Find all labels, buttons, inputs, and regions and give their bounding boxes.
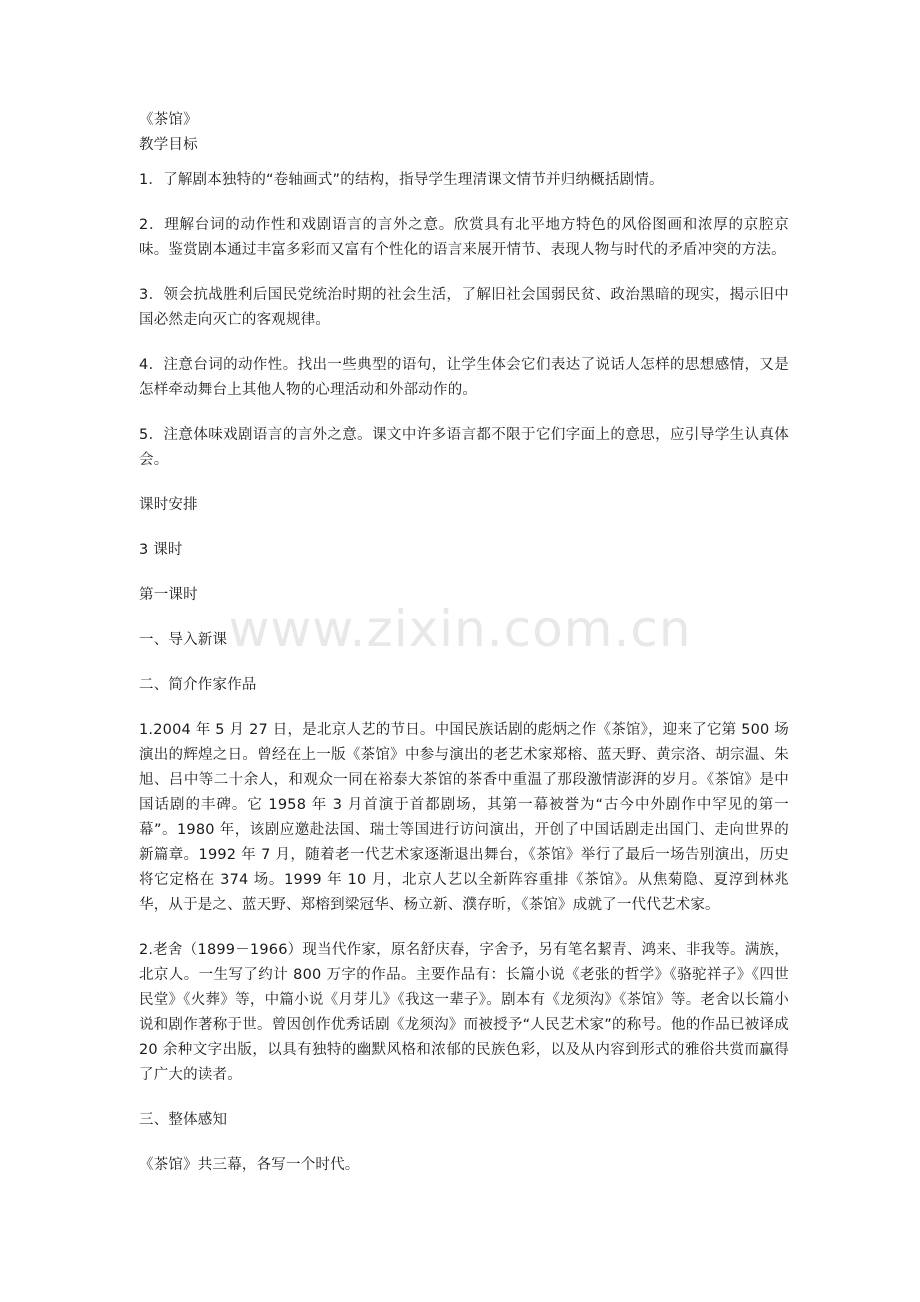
document-body <box>139 108 789 1178</box>
part-heading-2: 二、简介作家作品 <box>139 677 257 693</box>
goal-item-5: 5．注意体味戏剧语言的言外之意。课文中许多语言都不限于它们字面上的意思，应引导学生认真体会。 <box>139 427 789 468</box>
part-heading-1: 一、导入新课 <box>139 632 228 648</box>
summary-text: 《茶馆》共三幕，各写一个时代。 <box>139 1157 360 1173</box>
document-title: 《茶馆》 <box>139 112 198 128</box>
section-heading-goals: 教学目标 <box>139 137 198 153</box>
part-heading-3: 三、整体感知 <box>139 1112 228 1128</box>
section-heading-schedule: 课时安排 <box>139 497 198 513</box>
watermark: www.zixin.com.cn <box>228 600 692 658</box>
intro-paragraph-1: 1.2004 年 5 月 27 日，是北京人艺的节日。中国民族话剧的彪炳之作《茶馆》，迎来了它第 500 场演出的辉煌之日。曾经在上一版《茶馆》中参与演出的老艺术家郑榕、蓝天野、黄宗洛、胡宗温、朱旭、吕中等二十余人，和观众一同在裕泰大茶馆的茶香中重温了那段激情澎湃的岁月。《茶馆》是中国话剧的丰碑。它 1958 年 3 月首演于首都剧场，其第一幕被誉为“古今中外剧作中罕见的第一幕”。1980 年，该剧应邀赴法国、瑞士等国进行访问演出，开创了中国话剧走出国门、走向世界的新篇章。1992 年 7 月，随着老一代艺术家逐渐退出舞台，《茶馆》举行了最后一场告别演出，历史将它定格在 374 场。1999 年 10 月，北京人艺以全新阵容重排《茶馆》。从焦菊隐、夏淳到林兆华，从于是之、蓝天野、郑榕到梁冠华、杨立新、濮存昕，《茶馆》成就了一代代艺术家。 <box>139 722 789 913</box>
intro-paragraph-2: 2.老舍（1899－1966）现当代作家，原名舒庆春，字舍予，另有笔名絜青、鸿来、非我等。满族，北京人。一生写了约计 800 万字的作品。主要作品有：长篇小说《老张的哲学》《骆驼祥子》《四世民堂》《火葬》等，中篇小说《月芽儿》《我这一辈子》。剧本有《龙须沟》《茶馆》等。老舍以长篇小说和剧作著称于世。曾因创作优秀话剧《龙须沟》而被授予“人民艺术家”的称号。他的作品已被译成 20 余种文字出版，以具有独特的幽默风格和浓郁的民族色彩，以及从内容到形式的雅俗共赏而赢得了广大的读者。 <box>139 942 789 1083</box>
lesson-heading: 第一课时 <box>139 587 198 603</box>
goal-item-3: 3．领会抗战胜利后国民党统治时期的社会生活，了解旧社会国弱民贫、政治黑暗的现实，揭示旧中国必然走向灭亡的客观规律。 <box>139 287 789 328</box>
goal-item-1: 1．了解剧本独特的“卷轴画式”的结构，指导学生理清课文情节并归纳概括剧情。 <box>139 172 664 188</box>
goal-item-2: 2．理解台词的动作性和戏剧语言的言外之意。欣赏具有北平地方特色的风俗图画和浓厚的京腔京味。鉴赏剧本通过丰富多彩而又富有个性化的语言来展开情节、表现人物与时代的矛盾冲突的方法。 <box>139 217 789 258</box>
goal-item-4: 4．注意台词的动作性。找出一些典型的语句，让学生体会它们表达了说话人怎样的思想感情，又是怎样牵动舞台上其他人物的心理活动和外部动作的。 <box>139 357 789 398</box>
schedule-value: 3 课时 <box>139 542 183 558</box>
